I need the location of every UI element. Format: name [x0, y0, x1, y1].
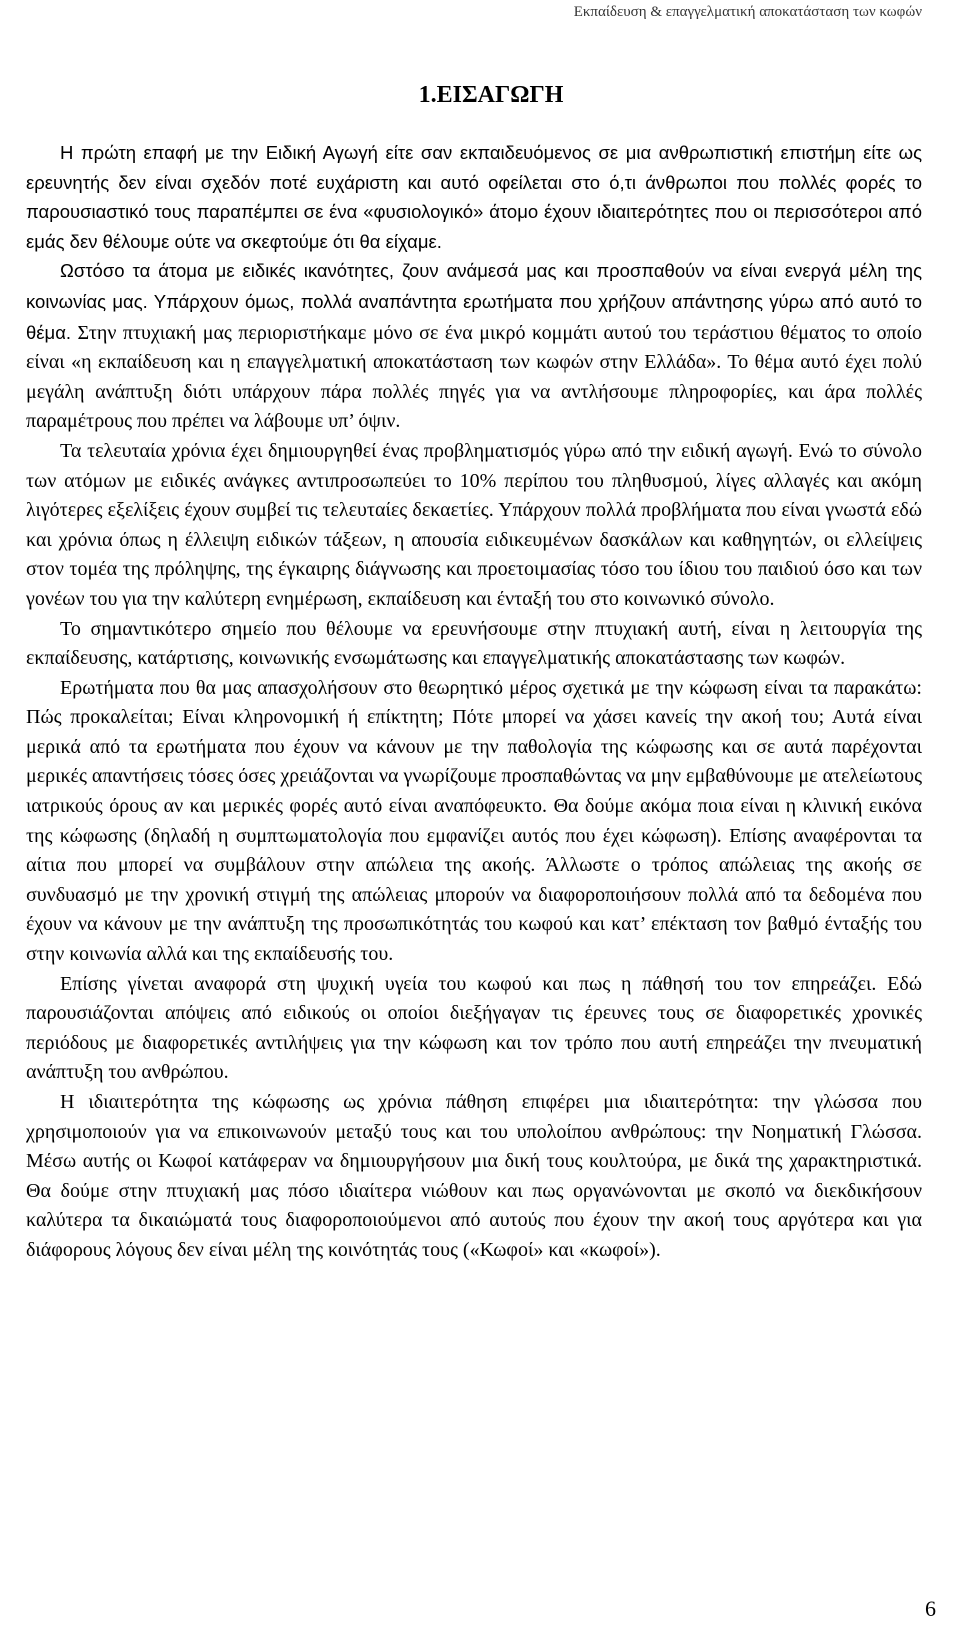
paragraph-questions: Ερωτήματα που θα μας απασχολήσουν στο θεωρητικό μέρος σχετικά με την κώφωση είναι τα παρακάτω: Πώς προκαλείται; Είναι κληρονομική ή επίκτητη; Πότε μπορεί να χάσει κανείς την ακοή του; Αυτά είναι μερικά από τα ερωτήματα που έχουν να κάνουν με την παθολογία της κώφωσης και σε αυτά παρέχονται μερικές απαντήσεις τόσες όσες χρειάζονται να γνωρίζουμε προσπαθώντας να μην εμβαθύνουμε με ατελείωτους ιατρικούς όρους αν και μερικές φορές αυτό είναι αναπόφευκτο. Θα δούμε ακόμα ποια είναι η κλινική εικόνα της κώφωσης (δηλαδή η συμπτωματολογία που εμφανίζει αυτός που έχει κώφωση). Επίσης αναφέρονται τα αίτια που μπορεί να συμβάλουν στην απώλεια της ακοής. Άλλωστε ο τρόπος απώλειας της ακοής σε συνδυασμό με την χρονική στιγμή της απώλειας μπορούν να διαφοροποιήσουν πολλά από τα δεδομένα που έχουν να κάνουν με την ανάπτυξη της προσωπικότητάς του κωφού και κατ’ επέκταση τον βαθμό ένταξής του στην κοινωνία αλλά και της εκπαίδευσής του.: [26, 676, 922, 966]
body-text: [26, 138, 922, 1266]
paragraph-mental-health: Επίσης γίνεται αναφορά στη ψυχική υγεία του κωφού και πως η πάθησή του τον επηρεάζει. Εδώ παρουσιάζονται απόψεις από ειδικούς οι οποίοι διεξήγαγαν τις έρευνες τους σε διαφορετικές χρονικές περιόδους με διαφορετικές αντιλήψεις για την κώφωση και τον τρόπο που αυτή επηρεάζει την πνευματική ανάπτυξη του ανθρώπου.: [26, 972, 922, 1084]
paragraph-special-abilities-part1: Ωστόσο τα άτομα με ειδικές ικανότητες, ζουν ανάμεσά μας και προσπαθούν να είναι ενεργά μέλη της κοινωνίας μας. Υπάρχουν όμως, πολλά αναπάντητα ερωτήματα που χρήζουν απάντησης γύρω από αυτό το θέμα.: [26, 260, 922, 343]
paragraph-special-abilities: [26, 256, 922, 437]
paragraph-sign-language: Η ιδιαιτερότητα της κώφωσης ως χρόνια πάθηση επιφέρει μια ιδιαιτερότητα: την γλώσσα που χρησιμοποιούν για να επικοινωνούν μεταξύ τους και του υπολοίπου ανθρώπους: την Νοηματική Γλώσσα. Μέσω αυτής οι Κωφοί κατάφεραν να δημιουργήσουν μια δική τους κουλτούρα, με δικά της χαρακτηριστικά. Θα δούμε στην πτυχιακή μας πόσο ιδιαίτερα νιώθουν και πως οργανώνονται με σκοπό να διεκδικήσουν καλύτερα τα δικαιώματά τους διαφοροποιούμενοι από αυτούς που έχουν την ακοή τους αργότερα και για διάφορους λόγους δεν είναι μέλη της κοινότητάς τους («Κωφοί» και «κωφοί»).: [26, 1091, 922, 1261]
page-number: 6: [925, 1596, 936, 1621]
paragraph-intro: Η πρώτη επαφή με την Ειδική Αγωγή είτε σαν εκπαιδευόμενος σε μια ανθρωπιστική επιστήμη είτε ως ερευνητής δεν είναι σχεδόν ποτέ ευχάριστη και αυτό οφείλεται στο ό,τι άνθρωποι που πολλές φορές το παρουσιαστικό τους παραπέμπει σε ένα «φυσιολογικό» άτομο έχουν ιδιαιτερότητες που οι περισσότεροι από εμάς δεν θέλουμε ούτε να σκεφτούμε ότι θα είχαμε.: [26, 142, 922, 252]
paragraph-special-abilities-part2: Στην πτυχιακή μας περιοριστήκαμε μόνο σε ένα μικρό κομμάτι αυτού του τεράστιου θέματος το οποίο είναι «η εκπαίδευση και η επαγγελματική αποκατάσταση των κωφών στην Ελλάδα». Το θέμα αυτό έχει πολύ μεγάλη ανάπτυξη διότι υπάρχουν πάρα πολλές πηγές για να αντλήσουμε πληροφορίες, και άρα πολλές παραμέτρους που πρέπει να λάβουμε υπ’ όψιν.: [26, 321, 922, 433]
section-title: 1.ΕΙΣΑΓΩΓΗ: [418, 82, 564, 108]
paragraph-main-point: Το σημαντικότερο σημείο που θέλουμε να ερευνήσουμε στην πτυχιακή αυτή, είναι η λειτουργία της εκπαίδευσης, κατάρτισης, κοινωνικής ενσωμάτωσης και επαγγελματικής αποκατάστασης των κωφών.: [26, 617, 922, 670]
paragraph-recent-years: Τα τελευταία χρόνια έχει δημιουργηθεί ένας προβληματισμός γύρω από την ειδική αγωγή. Ενώ το σύνολο των ατόμων με ειδικές ανάγκες αντιπροσωπεύει το 10% περίπου του πληθυσμού, λίγες αλλαγές και ακόμη λιγότερες εξελίξεις έχουν συμβεί τις τελευταίες δεκαετίες. Υπάρχουν πολλά προβλήματα που είναι γνωστά εδώ και χρόνια όπως η έλλειψη ειδικών τάξεων, η απουσία ειδικευμένων δασκάλων και καθηγητών, οι ελλείψεις στον τομέα της πρόληψης, της έγκαιρης διάγνωσης και προετοιμασίας τόσο του ίδιου του παιδιού όσο και των γονέων του για την καλύτερη ενημέρωση, εκπαίδευση και ένταξή του στο κοινωνικό σύνολο.: [26, 439, 922, 610]
running-header: Εκπαίδευση & επαγγελματική αποκατάσταση των κωφών: [573, 4, 922, 20]
